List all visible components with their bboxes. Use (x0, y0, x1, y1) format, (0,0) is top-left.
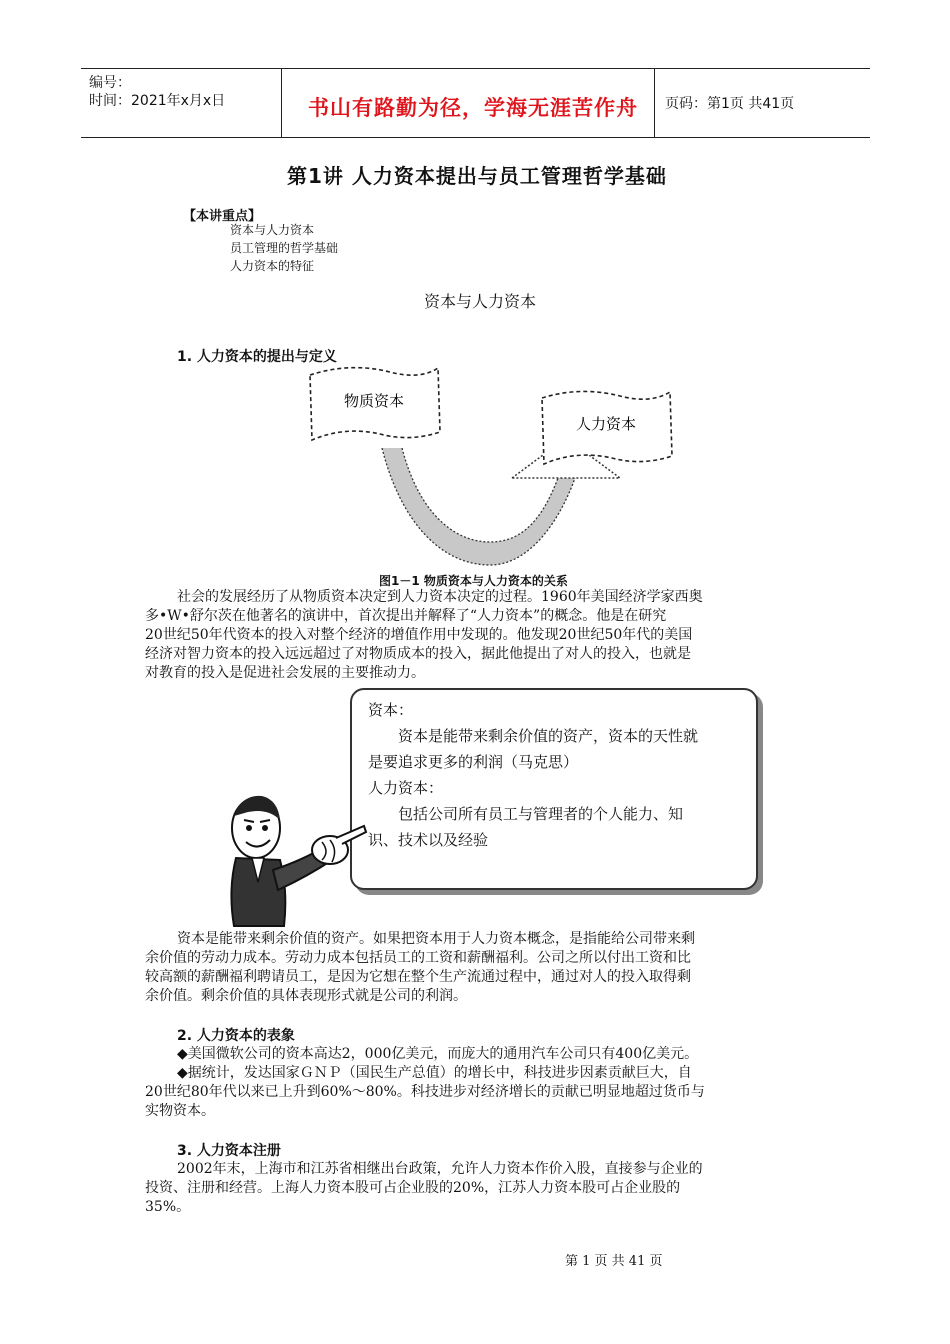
banner-label-1: 物质资本 (343, 392, 405, 410)
number-label: 编号： (89, 75, 131, 91)
key-point-item: 员工管理的哲学基础 (230, 241, 339, 255)
paragraph-line: 实物资本。 (145, 1103, 215, 1119)
paragraph-line: 经济对智力资本的投入远远超过了对物质成本的投入，据此他提出了对人的投入，也就是 (145, 646, 691, 662)
page-info: 页码：第1页 共41页 (665, 96, 795, 112)
paragraph-line: 2002年末，上海市和江苏省相继出台政策，允许人力资本作价入股，直接参与企业的 (177, 1161, 703, 1177)
human-capital-definition: 识、技术以及经验 (368, 831, 489, 849)
paragraph-line: 社会的发展经历了从物质资本决定到人力资本决定的过程。1960年美国经济学家西奥 (177, 589, 703, 605)
paragraph-1 (145, 588, 805, 683)
time-label: 时间：2021年x月x日 (89, 93, 226, 109)
section-title: 资本与人力资本 (424, 292, 537, 311)
paragraph-line: 较高额的薪酬福利聘请员工，是因为它想在整个生产流通过程中，通过对人的投入取得剩 (145, 969, 691, 985)
bullet-item: ◆美国微软公司的资本高达2，000亿美元，而庞大的通用汽车公司只有400亿美元。 (177, 1046, 699, 1062)
header-page-cell (655, 69, 870, 137)
key-points-label: 【本讲重点】 (183, 209, 262, 224)
paragraph-line: 余价值。剩余价值的具体表现形式就是公司的利润。 (145, 988, 467, 1004)
paragraph-2 (145, 930, 805, 1006)
key-point-item: 资本与人力资本 (230, 223, 315, 237)
page-header (81, 68, 870, 138)
capital-label: 资本： (368, 701, 414, 719)
header-motto-cell (282, 69, 655, 137)
key-point-item: 人力资本的特征 (230, 259, 315, 273)
paragraph-line: 20世纪80年代以来已上升到60%～80%。科技进步对经济增长的贡献已明显地超过货币与 (145, 1084, 705, 1100)
banner-label-2: 人力资本 (575, 415, 637, 433)
capital-definition: 是要追求更多的利润（马克思） (368, 753, 579, 771)
human-capital-definition: 包括公司所有员工与管理者的个人能力、知 (398, 805, 684, 823)
human-capital-label: 人力资本： (368, 779, 444, 797)
definition-bubble (350, 688, 758, 890)
figure-caption: 图1－1 物质资本与人力资本的关系 (379, 574, 568, 588)
paragraph-line: 多•W•舒尔茨在他著名的演讲中，首次提出并解释了“人力资本”的概念。他是在研究 (145, 608, 667, 624)
pointing-man-icon (218, 790, 368, 930)
bullet-item: ◆据统计，发达国家ＧＮＰ（国民生产总值）的增长中，科技进步因素贡献巨大，自 (177, 1065, 692, 1081)
motto: 书山有路勤为径，学海无涯苦作舟 (308, 96, 638, 120)
lecture-title: 第1讲 人力资本提出与员工管理哲学基础 (287, 164, 667, 188)
subsection-title-1: 1. 人力资本的提出与定义 (177, 349, 337, 365)
subsection-title-3: 3. 人力资本注册 (177, 1143, 281, 1159)
capital-relation-diagram (290, 360, 710, 575)
header-meta (81, 69, 282, 137)
paragraph-line: 20世纪50年代资本的投入对整个经济的增值作用中发现的。他发现20世纪50年代的美国 (145, 627, 693, 643)
page-footer: 第 1 页 共 41 页 (565, 1254, 663, 1269)
bullets-block (145, 1045, 805, 1121)
paragraph-line: 35%。 (145, 1199, 191, 1215)
paragraph-3 (145, 1160, 805, 1217)
subsection-title-2: 2. 人力资本的表象 (177, 1028, 295, 1044)
paragraph-line: 资本是能带来剩余价值的资产。如果把资本用于人力资本概念，是指能给公司带来剩 (177, 931, 695, 947)
paragraph-line: 余价值的劳动力成本。劳动力成本包括员工的工资和薪酬福利。公司之所以付出工资和比 (145, 950, 691, 966)
capital-definition: 资本是能带来剩余价值的资产，资本的天性就 (398, 727, 699, 745)
paragraph-line: 投资、注册和经营。上海人力资本股可占企业股的20%，江苏人力资本股可占企业股的 (145, 1180, 681, 1196)
paragraph-line: 对教育的投入是促进社会发展的主要推动力。 (145, 665, 425, 681)
